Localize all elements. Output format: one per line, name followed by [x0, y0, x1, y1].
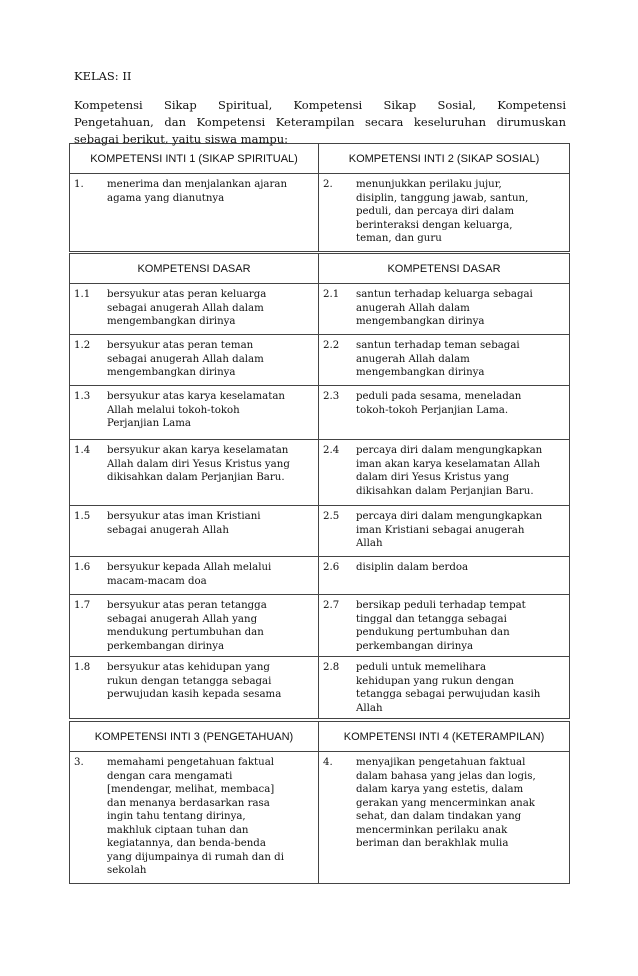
kd-left-cell	[70, 557, 319, 595]
kd-right-cell	[319, 440, 570, 506]
text-line: peduli untuk memelihara	[356, 662, 487, 673]
item-number: 1.6	[74, 562, 91, 573]
ki3-cell	[70, 752, 319, 884]
text-line: mencerminkan perilaku anak	[356, 824, 508, 836]
text-line: mengembangkan dirinya	[107, 316, 236, 327]
text-line: bersyukur atas karya keselamatan	[107, 391, 285, 402]
core-competency-table-3-4	[69, 721, 570, 884]
kd-left-cell	[70, 595, 319, 657]
text-line: anugerah Allah dalam	[356, 302, 470, 314]
item-number: 1.7	[74, 600, 91, 611]
kd-row	[70, 506, 570, 557]
text-line: iman Kristiani sebagai anugerah	[356, 524, 525, 536]
kd-row	[70, 657, 570, 719]
text-line: perkembangan dirinya	[356, 640, 474, 652]
item-text	[356, 510, 565, 551]
item-text	[356, 661, 565, 715]
kd-left-cell	[70, 284, 319, 335]
item-text	[107, 561, 314, 588]
text-line: anugerah Allah dalam	[356, 353, 470, 365]
item-number: 1.	[74, 179, 84, 190]
intro-paragraph	[74, 97, 566, 148]
header-ki1: KOMPETENSI INTI 1 (SIKAP SPIRITUAL)	[70, 144, 319, 174]
kd-left-cell	[70, 440, 319, 506]
item-text	[356, 178, 565, 246]
text-line: menerima dan menjalankan ajaran	[107, 179, 288, 190]
basic-competency-table	[69, 253, 570, 719]
text-line: bersyukur atas kehidupan yang	[107, 662, 270, 673]
text-line: perkembangan dirinya	[107, 640, 225, 652]
text-line: Allah dalam diri Yesus Kristus yang	[107, 458, 290, 470]
item-number: 2.1	[323, 289, 340, 300]
core-competency-table-1-2	[69, 143, 570, 252]
kd-row	[70, 335, 570, 386]
item-number: 2.5	[323, 511, 340, 522]
text-line: berinteraksi dengan keluarga,	[356, 219, 513, 231]
kd-right-cell	[319, 557, 570, 595]
item-number: 4.	[323, 757, 333, 768]
text-line: perwujudan kasih kepada sesama	[107, 689, 282, 700]
item-number: 1.2	[74, 340, 91, 351]
text-line: mengembangkan dirinya	[107, 367, 236, 378]
item-text	[107, 178, 314, 205]
text-line: beriman dan berakhlak mulia	[356, 838, 509, 849]
item-number: 1.5	[74, 511, 91, 522]
item-number: 1.4	[74, 445, 91, 456]
text-line: menunjukkan perilaku jujur,	[356, 179, 502, 190]
kd-row	[70, 284, 570, 335]
ki4-cell	[319, 752, 570, 884]
item-number: 2.3	[323, 391, 340, 402]
item-text	[107, 661, 314, 702]
text-line: makhluk ciptaan tuhan dan	[107, 824, 249, 836]
text-line: percaya diri dalam mengungkapkan	[356, 511, 543, 522]
header-kd-left: KOMPETENSI DASAR	[70, 254, 319, 284]
text-line: dalam diri Yesus Kristus yang	[356, 472, 510, 483]
kd-left-cell	[70, 335, 319, 386]
kd-right-cell	[319, 335, 570, 386]
item-number: 1.3	[74, 391, 91, 402]
item-text	[107, 390, 314, 431]
kd-row	[70, 557, 570, 595]
item-text	[356, 599, 565, 653]
item-text	[356, 444, 565, 498]
text-line: [mendengar, melihat, membaca]	[107, 784, 275, 795]
kd-row	[70, 386, 570, 440]
text-line: bersyukur atas iman Kristiani	[107, 511, 261, 522]
item-text	[356, 288, 565, 329]
kd-left-cell	[70, 657, 319, 719]
item-text	[107, 756, 314, 878]
kd-right-cell	[319, 284, 570, 335]
item-number: 2.8	[323, 662, 340, 673]
text-line: dengan cara mengamati	[107, 770, 233, 782]
kd-right-cell	[319, 386, 570, 440]
intro-line: Kompetensi Sikap Spiritual, Kompetensi Sikap Sosial, Kompetensi	[74, 98, 566, 112]
text-line: disiplin dalam berdoa	[356, 562, 469, 573]
text-line: macam-macam doa	[107, 575, 207, 587]
text-line: Perjanjian Lama	[107, 418, 191, 429]
text-line: Allah	[356, 538, 383, 549]
item-number: 2.4	[323, 445, 340, 456]
text-line: bersikap peduli terhadap tempat	[356, 600, 526, 611]
item-number: 1.8	[74, 662, 91, 673]
text-line: sebagai anugerah Allah	[107, 524, 229, 536]
kd-row	[70, 440, 570, 506]
text-line: bersyukur akan karya keselamatan	[107, 445, 289, 456]
item-text	[107, 288, 314, 329]
text-line: Allah melalui tokoh-tokoh	[107, 404, 240, 416]
text-line: sehat, dan dalam tindakan yang	[356, 811, 522, 822]
text-line: peduli pada sesama, meneladan	[356, 391, 522, 402]
ki1-cell	[70, 174, 319, 252]
text-line: tinggal dan tetangga sebagai	[356, 613, 507, 625]
text-line: memahami pengetahuan faktual	[107, 757, 275, 768]
text-line: iman akan karya keselamatan Allah	[356, 458, 541, 470]
item-number: 3.	[74, 757, 84, 768]
text-line: sebagai anugerah Allah yang	[107, 613, 258, 625]
header-ki4: KOMPETENSI INTI 4 (KETERAMPILAN)	[319, 722, 570, 752]
text-line: dikisahkan dalam Perjanjian Baru.	[356, 485, 534, 497]
text-line: percaya diri dalam mengungkapkan	[356, 445, 543, 456]
text-line: agama yang dianutnya	[107, 192, 225, 204]
text-line: dalam karya yang estetis, dalam	[356, 784, 524, 795]
text-line: bersyukur atas peran keluarga	[107, 289, 267, 300]
text-line: teman, dan guru	[356, 233, 442, 244]
kd-left-cell	[70, 506, 319, 557]
text-line: tetangga sebagai perwujudan kasih	[356, 689, 541, 700]
kd-row	[70, 595, 570, 657]
item-number: 2.7	[323, 600, 340, 611]
text-line: sebagai anugerah Allah dalam	[107, 353, 264, 365]
text-line: sekolah	[107, 865, 147, 876]
item-text	[107, 339, 314, 380]
text-line: peduli, dan percaya diri dalam	[356, 206, 515, 217]
kd-right-cell	[319, 657, 570, 719]
item-text	[107, 599, 314, 653]
text-line: rukun dengan tetangga sebagai	[107, 675, 272, 687]
kd-right-cell	[319, 595, 570, 657]
item-text	[107, 510, 314, 537]
kd-left-cell	[70, 386, 319, 440]
header-ki3: KOMPETENSI INTI 3 (PENGETAHUAN)	[70, 722, 319, 752]
text-line: yang dijumpainya di rumah dan di	[107, 851, 284, 863]
text-line: bersyukur atas peran tetangga	[107, 600, 267, 611]
text-line: menyajikan pengetahuan faktual	[356, 757, 526, 768]
text-line: mengembangkan dirinya	[356, 367, 485, 378]
item-text	[356, 339, 565, 380]
item-text	[356, 756, 565, 851]
text-line: kegiatannya, dan benda-benda	[107, 838, 266, 849]
text-line: dalam bahasa yang jelas dan logis,	[356, 770, 536, 782]
text-line: mendukung pertumbuhan dan	[107, 627, 264, 638]
text-line: sebagai anugerah Allah dalam	[107, 302, 264, 314]
item-text	[107, 444, 314, 485]
item-number: 2.2	[323, 340, 340, 351]
item-number: 1.1	[74, 289, 91, 300]
text-line: gerakan yang mencerminkan anak	[356, 797, 535, 809]
text-line: santun terhadap teman sebagai	[356, 340, 520, 351]
text-line: bersyukur atas peran teman	[107, 340, 254, 351]
text-line: disiplin, tanggung jawab, santun,	[356, 192, 529, 204]
header-ki2: KOMPETENSI INTI 2 (SIKAP SOSIAL)	[319, 144, 570, 174]
kd-right-cell	[319, 506, 570, 557]
text-line: kehidupan yang rukun dengan	[356, 675, 514, 687]
item-text	[356, 561, 565, 575]
text-line: Allah	[356, 702, 383, 714]
text-line: pendukung pertumbuhan dan	[356, 627, 510, 638]
item-number: 2.6	[323, 562, 340, 573]
class-label: KELAS: II	[74, 69, 132, 83]
intro-line: sebagai berikut, yaitu siswa mampu:	[74, 132, 288, 146]
text-line: mengembangkan dirinya	[356, 316, 485, 327]
text-line: dan menanya berdasarkan rasa	[107, 797, 270, 809]
text-line: bersyukur kepada Allah melalui	[107, 562, 272, 573]
text-line: santun terhadap keluarga sebagai	[356, 289, 533, 300]
text-line: ingin tahu tentang dirinya,	[107, 811, 246, 822]
item-text	[356, 390, 565, 417]
header-kd-right: KOMPETENSI DASAR	[319, 254, 570, 284]
text-line: tokoh-tokoh Perjanjian Lama.	[356, 404, 509, 416]
intro-line: Pengetahuan, dan Kompetensi Keterampilan secara keseluruhan dirumuskan	[74, 115, 566, 129]
text-line: dikisahkan dalam Perjanjian Baru.	[107, 472, 285, 483]
ki2-cell	[319, 174, 570, 252]
item-number: 2.	[323, 179, 333, 190]
